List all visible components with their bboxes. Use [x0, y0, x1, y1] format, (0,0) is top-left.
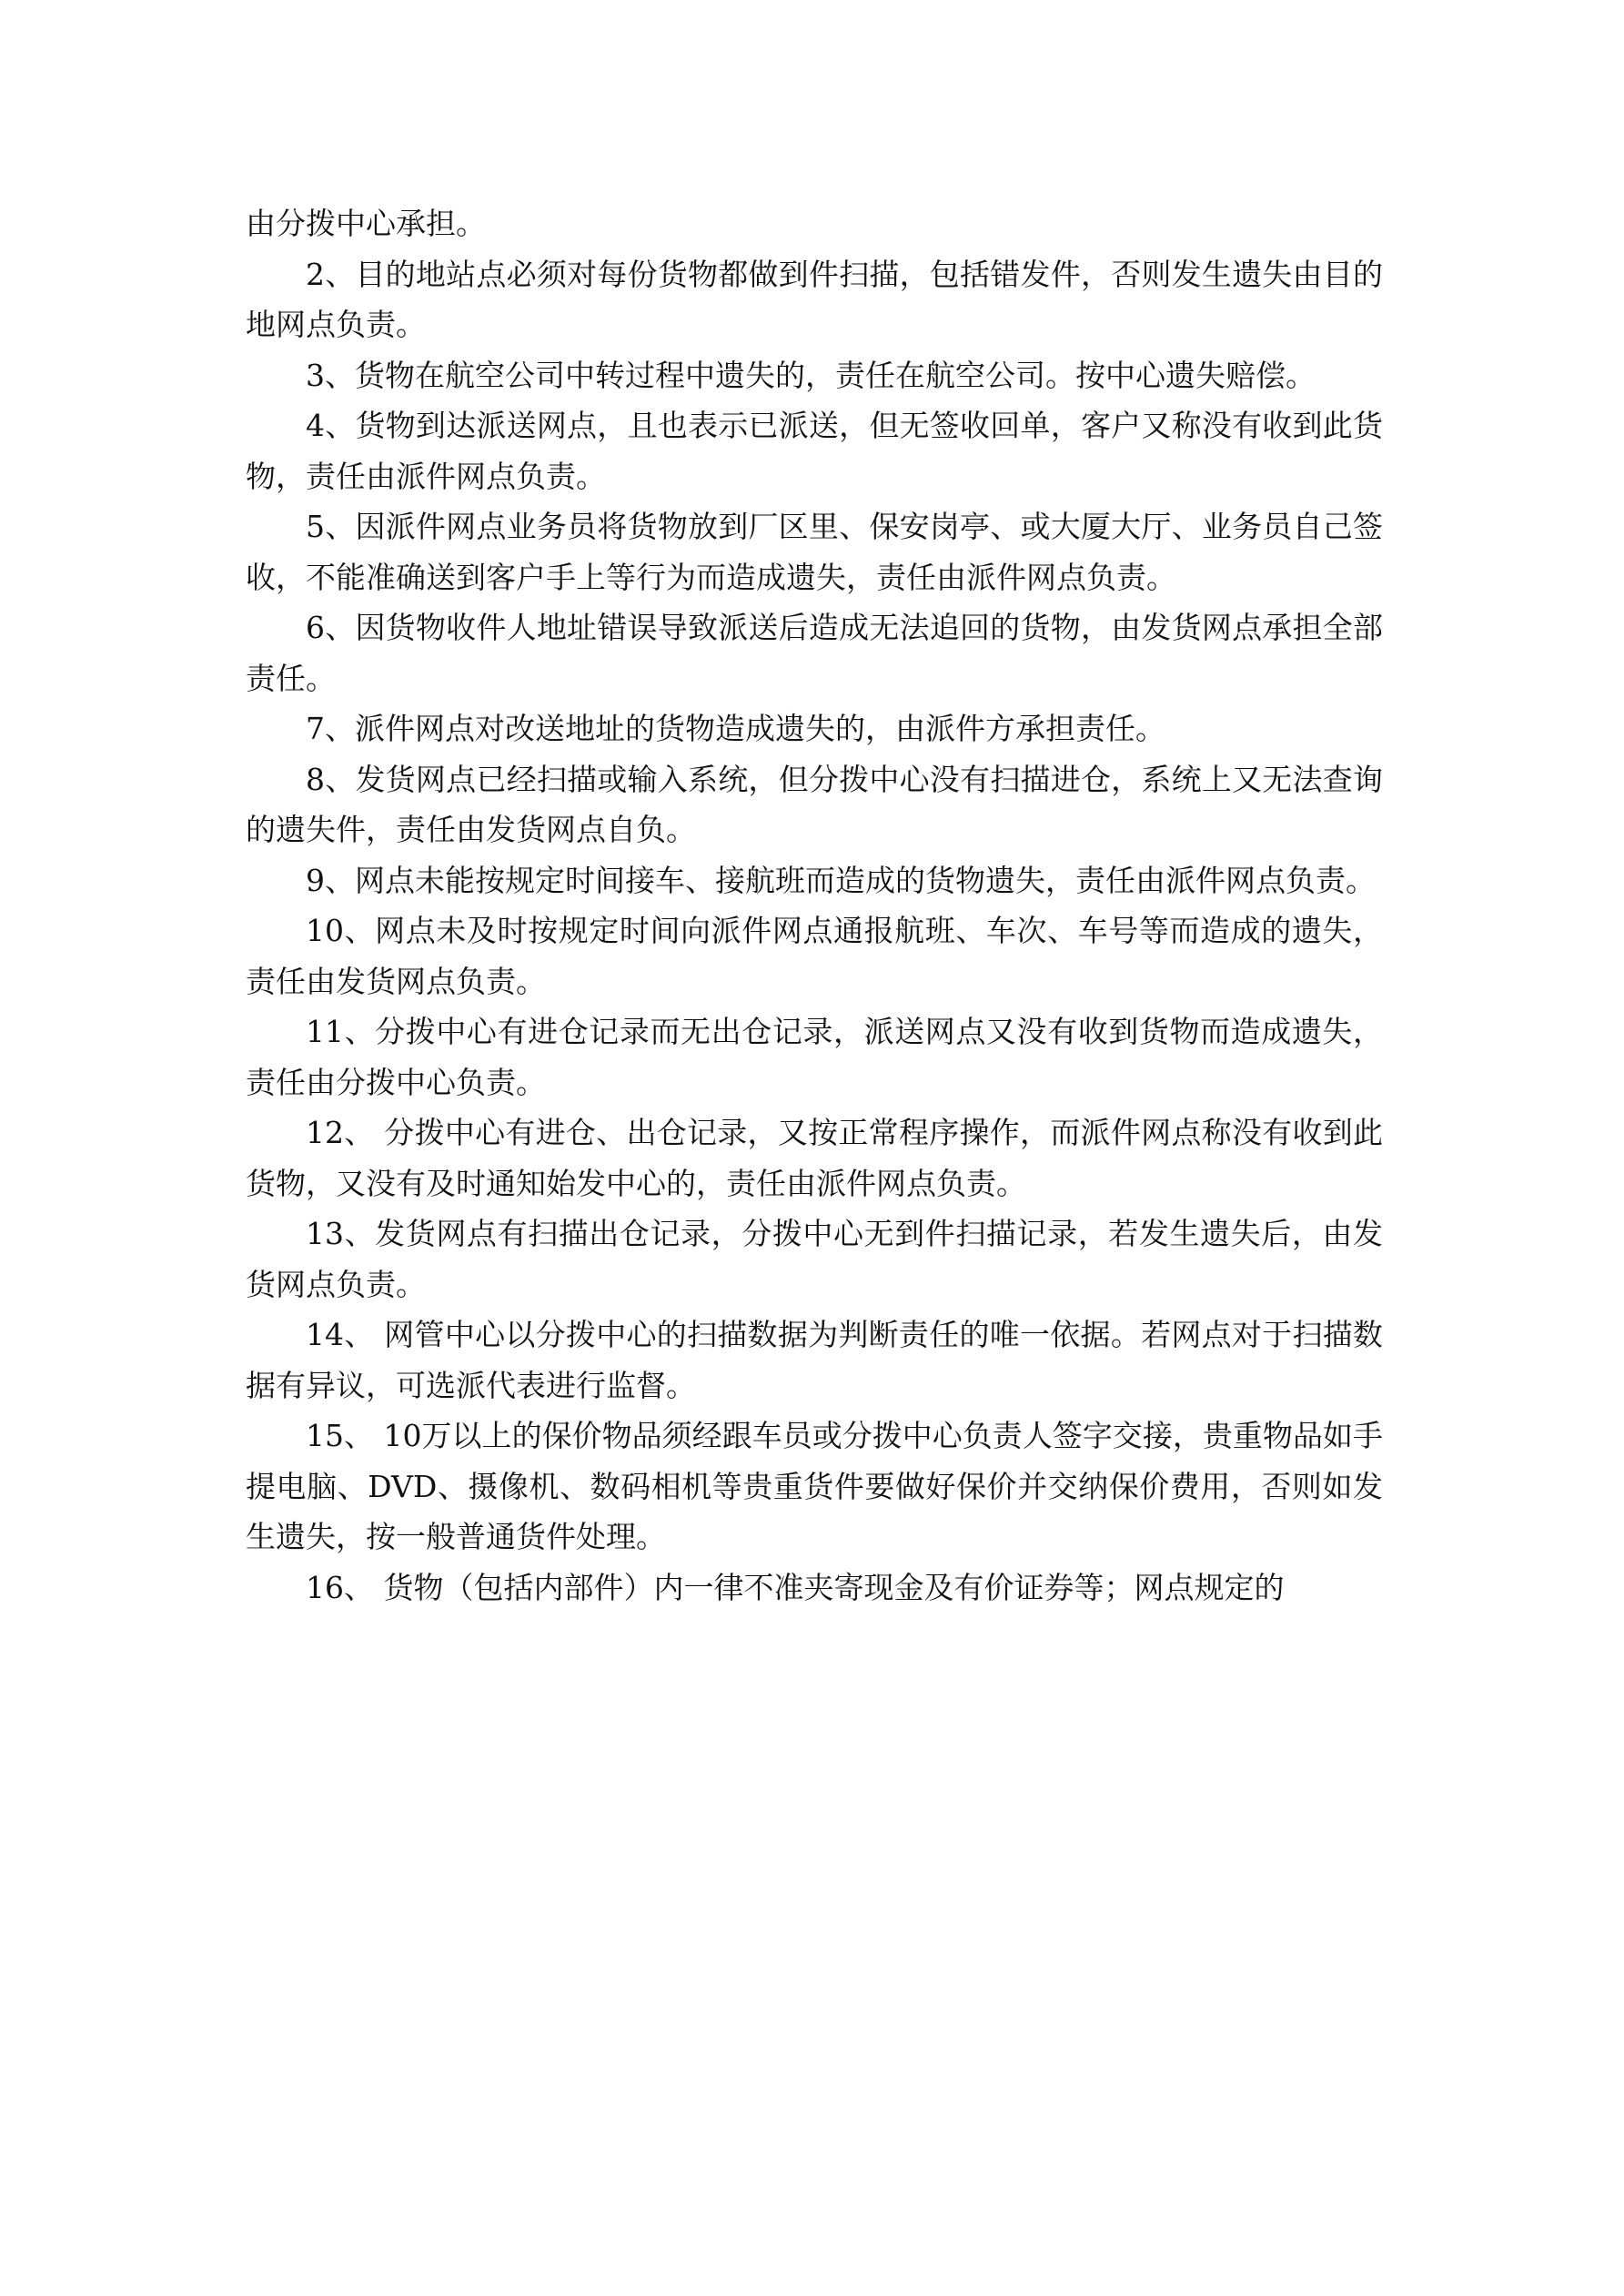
paragraph-item-6: 6、因货物收件人地址错误导致派送后造成无法追回的货物，由发货网点承担全部责任。: [246, 610, 1383, 696]
paragraph-item-3: 3、货物在航空公司中转过程中遗失的，责任在航空公司。按中心遗失赔偿。: [306, 357, 1316, 393]
paragraph-continuation: 由分拨中心承担。: [246, 206, 486, 241]
paragraph-item-16: 16、 货物（包括内部件）内一律不准夹寄现金及有价证券等；网点规定的: [306, 1569, 1285, 1605]
paragraph-item-11: 11、分拨中心有进仓记录而无出仓记录，派送网点又没有收到货物而造成遗失，责任由分拨中心负责。: [246, 1014, 1383, 1100]
paragraph-item-14: 14、 网管中心以分拨中心的扫描数据为判断责任的唯一依据。若网点对于扫描数据有异议，可选派代表进行监督。: [246, 1317, 1383, 1403]
paragraph-item-12: 12、 分拨中心有进仓、出仓记录，又按正常程序操作，而派件网点称没有收到此货物，又没有及时通知始发中心的，责任由派件网点负责。: [246, 1115, 1383, 1201]
paragraph-item-9: 9、网点未能按规定时间接车、接航班而造成的货物遗失，责任由派件网点负责。: [306, 862, 1376, 898]
paragraph-item-2: 2、目的地站点必须对每份货物都做到件扫描，包括错发件，否则发生遗失由目的地网点负责。: [246, 256, 1383, 342]
document-body: [246, 198, 1383, 1613]
paragraph-item-10: 10、网点未及时按规定时间向派件网点通报航班、车次、车号等而造成的遗失，责任由发货网点负责。: [246, 913, 1383, 999]
paragraph-item-5: 5、因派件网点业务员将货物放到厂区里、保安岗亭、或大厦大厅、业务员自己签收，不能准确送到客户手上等行为而造成遗失，责任由派件网点负责。: [246, 509, 1383, 595]
paragraph-item-7: 7、派件网点对改送地址的货物造成遗失的，由派件方承担责任。: [306, 711, 1165, 746]
paragraph-item-8: 8、发货网点已经扫描或输入系统，但分拨中心没有扫描进仓，系统上又无法查询的遗失件，责任由发货网点自负。: [246, 761, 1383, 847]
paragraph-item-15: 15、 10万以上的保价物品须经跟车员或分拨中心负责人签字交接，贵重物品如手提电脑、DVD、摄像机、数码相机等贵重货件要做好保价并交纳保价费用，否则如发生遗失，按一般普通货件处理。: [246, 1418, 1383, 1554]
paragraph-item-13: 13、发货网点有扫描出仓记录，分拨中心无到件扫描记录，若发生遗失后，由发货网点负责。: [246, 1216, 1383, 1302]
paragraph-item-4: 4、货物到达派送网点，且也表示已派送，但无签收回单，客户又称没有收到此货物，责任由派件网点负责。: [246, 408, 1383, 494]
